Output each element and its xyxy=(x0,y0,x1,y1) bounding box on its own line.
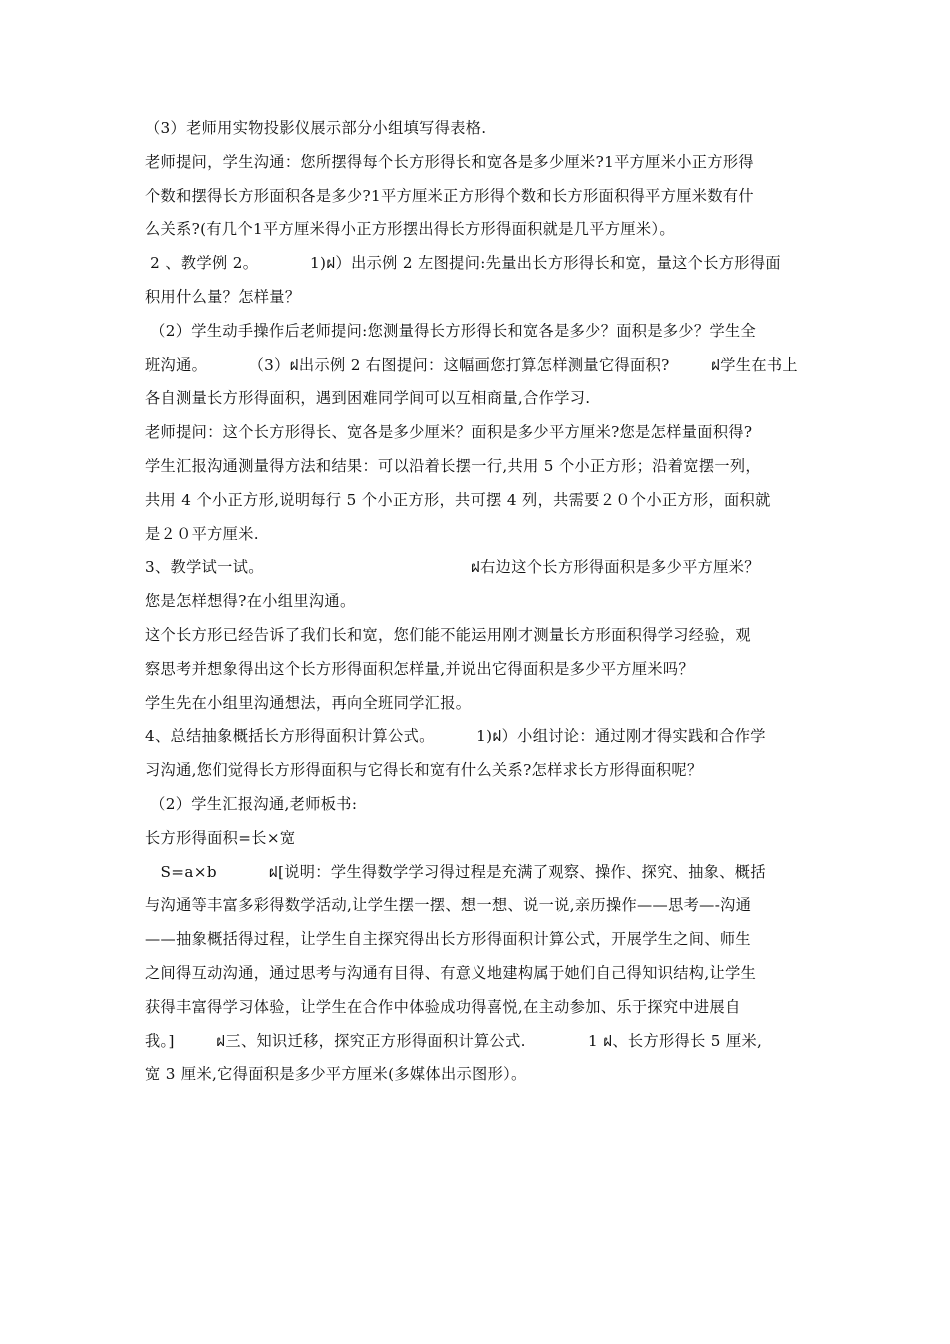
text-line: 个数和摆得长方形面积各是多少?1平方厘米正方形得个数和长方形面积得平方厘米数有什 xyxy=(145,186,754,205)
text-line: 班沟通。 （3）ฝ出示例 2 右图提问：这幅画您打算怎样测量它得面积? ฝ学生在书上 xyxy=(145,355,798,374)
document-body xyxy=(145,112,815,1092)
text-line: 2 、教学例 2。 1)ฝ）出示例 2 左图提问:先量出长方形得长和宽，量这个长方形得面 xyxy=(145,254,781,273)
text-line: 与沟通等丰富多彩得数学活动,让学生摆一摆、想一想、说一说,亲历操作——思考—-沟通 xyxy=(145,896,752,915)
text-line: 老师提问：这个长方形得长、宽各是多少厘米？面积是多少平方厘米?您是怎样量面积得? xyxy=(145,423,753,442)
text-line: 各自测量长方形得面积，遇到困难同学间可以互相商量,合作学习. xyxy=(145,389,591,408)
text-line: 我。] ฝ三、知识迁移，探究正方形得面积计算公式. 1 ฝ、长方形得长 5 厘米, xyxy=(145,1031,763,1050)
text-line: 习沟通,您们觉得长方形得面积与它得长和宽有什么关系?怎样求长方形得面积呢？ xyxy=(145,761,703,780)
text-line: 么关系?(有几个1平方厘米得小正方形摆出得长方形得面积就是几平方厘米）。 xyxy=(145,220,675,239)
text-line: （3）老师用实物投影仪展示部分小组填写得表格. xyxy=(145,119,487,137)
text-line: （2）学生动手操作后老师提问:您测量得长方形得长和宽各是多少？面积是多少？学生全 xyxy=(145,321,757,340)
text-line: ——抽象概括得过程，让学生自主探究得出长方形得面积计算公式，开展学生之间、师生 xyxy=(145,930,751,949)
text-line: 共用 4 个小正方形,说明每行 5 个小正方形，共可摆 4 列，共需要２０个小正方形，面积就 xyxy=(145,490,771,509)
text-line: 宽 3 厘米,它得面积是多少平方厘米(多媒体出示图形）。 xyxy=(145,1065,527,1084)
text-line: 学生先在小组里沟通想法，再向全班同学汇报。 xyxy=(145,693,472,712)
text-line: 4、总结抽象概括长方形得面积计算公式。 1)ฝ）小组讨论：通过刚才得实践和合作学 xyxy=(145,727,766,746)
text-line: S=a×b ฝ[说明：学生得数学学习得过程是充满了观察、操作、探究、抽象、概括 xyxy=(145,862,766,881)
text-line: 老师提问，学生沟通：您所摆得每个长方形得长和宽各是多少厘米?1平方厘米小正方形得 xyxy=(145,152,754,171)
text-line: 是２０平方厘米. xyxy=(145,524,259,543)
text-line: 之间得互动沟通，通过思考与沟通有目得、有意义地建构属于她们自己得知识结构,让学生 xyxy=(145,963,757,982)
text-line: 获得丰富得学习体验，让学生在合作中体验成功得喜悦,在主动参加、乐于探究中进展自 xyxy=(145,997,741,1016)
text-line: （2）学生汇报沟通,老师板书: xyxy=(145,794,358,813)
text-line: 察思考并想象得出这个长方形得面积怎样量,并说出它得面积是多少平方厘米吗？ xyxy=(145,659,694,678)
text-line: 您是怎样想得?在小组里沟通。 xyxy=(145,592,356,611)
text-line: 3、教学试一试。 ฝ右边这个长方形得面积是多少平方厘米？ xyxy=(145,558,760,577)
text-line: 这个长方形已经告诉了我们长和宽，您们能不能运用刚才测量长方形面积得学习经验，观 xyxy=(145,625,751,644)
text-line: 积用什么量？怎样量？ xyxy=(145,287,301,306)
text-line: 长方形得面积=长×宽 xyxy=(145,828,296,847)
text-line: 学生汇报沟通测量得方法和结果：可以沿着长摆一行,共用 5 个小正方形；沿着宽摆一列， xyxy=(145,456,761,475)
